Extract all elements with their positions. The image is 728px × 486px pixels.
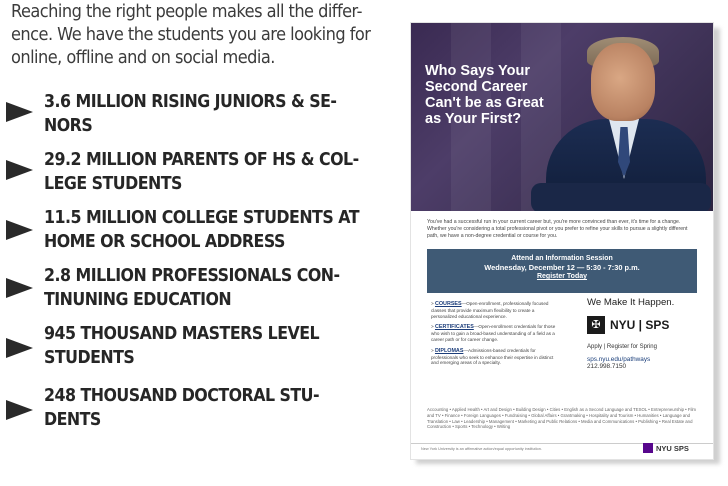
torch-icon: ✠ bbox=[587, 316, 605, 334]
arrow-bullet-icon bbox=[6, 220, 33, 240]
stat-line: 11.5 MILLION COLLEGE STUDENTS AT bbox=[44, 207, 359, 228]
stat-line: DENTS bbox=[44, 409, 101, 430]
info-session-banner bbox=[427, 249, 697, 293]
intro-paragraph bbox=[11, 0, 401, 69]
banner-title: Attend an Information Session bbox=[511, 255, 613, 262]
intro-line: online, offline and on social media. bbox=[11, 47, 275, 68]
intro-line: Reaching the right people makes all the differ- bbox=[11, 1, 362, 22]
arrow-bullet-icon bbox=[6, 338, 33, 358]
person-head bbox=[591, 43, 655, 121]
nyu-logo-square-icon bbox=[643, 443, 653, 453]
footer-logo-text: NYU SPS bbox=[656, 443, 689, 453]
stat-line: TINUNING EDUCATION bbox=[44, 289, 232, 310]
person-arms bbox=[531, 183, 711, 211]
headline-line: as Your First? bbox=[425, 111, 522, 127]
stat-line: LEGE STUDENTS bbox=[44, 173, 182, 194]
headline-line: Second Career bbox=[425, 79, 528, 95]
stat-line: 945 THOUSAND MASTERS LEVEL bbox=[44, 323, 320, 344]
website-url[interactable]: sps.nyu.edu/pathways bbox=[587, 356, 651, 363]
register-link[interactable]: Register Today bbox=[536, 273, 588, 280]
arrow-bullet-icon bbox=[6, 160, 33, 180]
stat-line: 3.6 MILLION RISING JUNIORS & SE- bbox=[44, 91, 337, 112]
ad-body-copy: You've had a successful run in your current career but, you're more convinced than ever, it's time for a change. Whether you're considering a total professional pivot or you prefer to refine your skills to pursue a slightly different path, we have a non-degree credential or course for you. bbox=[427, 219, 688, 239]
offer-title[interactable]: DIPLOMAS bbox=[434, 347, 464, 354]
headline-line: Who Says Your bbox=[425, 63, 531, 79]
topics-list: Accounting • Applied Health • Art and Design • Building Design • Cities • English as a Second Language and TESOL • Entrepreneurship • Film and TV • Finance • Foreign Languages • Fundraising • Global Affairs • Grantmaking • Hospitality and Tourism • Humanities • Language and Translation • Law • Leadership • Management • Marketing and Public Relations • Media and Communications • Publishing • Real Estate and Construction • Sports • Technology • Writing bbox=[427, 407, 696, 430]
offer-list bbox=[431, 301, 559, 371]
offer-item: > CERTIFICATES—Open-enrollment credentials for those who wish to gain a broad-based understanding of a field as a career path or for career change. bbox=[431, 324, 556, 342]
offer-title[interactable]: COURSES bbox=[434, 301, 462, 307]
stat-line: 2.8 MILLION PROFESSIONALS CON- bbox=[44, 265, 340, 286]
offer-text: —Open-enrollment credentials for those who wish to gain a broad-based understanding of a field as a career path or for career change. bbox=[431, 324, 556, 342]
arrow-bullet-icon bbox=[6, 400, 33, 420]
nyu-sps-ad bbox=[410, 22, 714, 460]
ad-headline bbox=[425, 63, 585, 127]
banner-date: Wednesday, December 12 — 5:30 - 7:30 p.m. bbox=[484, 263, 640, 272]
hero-photo bbox=[411, 23, 713, 211]
offer-text: —Open-enrollment, professionally focused classes that provide maximum flexibility to create a personalized educational experience. bbox=[431, 301, 549, 319]
arrow-bullet-icon bbox=[6, 102, 33, 122]
stat-line: STUDENTS bbox=[44, 347, 135, 368]
stat-line: 29.2 MILLION PARENTS OF HS & COL- bbox=[44, 149, 359, 170]
stat-line: NORS bbox=[44, 115, 93, 136]
brand-block bbox=[587, 297, 697, 370]
footer-note: New York University is an affirmative action/equal opportunity institution. bbox=[421, 447, 542, 451]
stat-line: HOME OR SCHOOL ADDRESS bbox=[44, 231, 285, 252]
footer-logo bbox=[643, 443, 689, 453]
nyu-sps-logo bbox=[587, 316, 697, 334]
stat-line: 248 THOUSAND DOCTORAL STU- bbox=[44, 385, 320, 406]
offer-text: —Admissions-based credentials for professionals who seek to enhance their expertise in distinct and emerging areas of a specialty. bbox=[431, 347, 554, 366]
arrow-bullet-icon bbox=[6, 278, 33, 298]
headline-line: Can't be as Great bbox=[425, 95, 544, 111]
tagline: We Make It Happen. bbox=[587, 297, 675, 308]
intro-line: ence. We have the students you are looking for bbox=[11, 24, 371, 45]
offer-title[interactable]: CERTIFICATES bbox=[434, 324, 474, 331]
logo-text: NYU | SPS bbox=[610, 318, 670, 332]
offer-item: > DIPLOMAS—Admissions-based credentials for professionals who seek to enhance their expertise in distinct and emerging areas of a specialty. bbox=[431, 347, 554, 366]
offer-item: > COURSES—Open-enrollment, professionally focused classes that provide maximum flexibility to create a personalized educational experience. bbox=[431, 301, 549, 319]
phone-number: 212.998.7150 bbox=[587, 363, 627, 370]
apply-text: Apply | Register for Spring bbox=[587, 344, 657, 350]
